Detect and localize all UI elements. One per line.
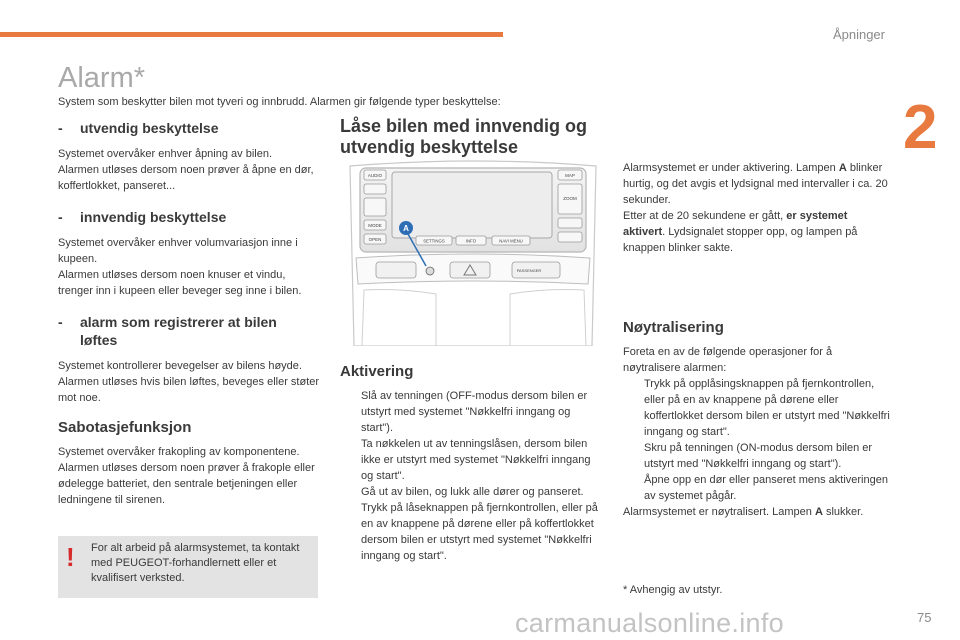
list-item: Ta nøkkelen ut av tenningslåsen, dersom bilen ikke er utstyrt med systemet "Nøkkelfri inngang og start". (361, 438, 591, 482)
heading-interior: - innvendig beskyttelse (58, 209, 227, 225)
column-status (623, 160, 891, 270)
page-number: 75 (917, 610, 932, 625)
footnote: * Avhengig av utstyr. (623, 584, 723, 596)
activation-list (340, 388, 605, 564)
zoom-label: ZOOM (563, 196, 577, 201)
passenger-label: PASSENGER (516, 268, 542, 273)
settings-label: SETTINGS (423, 238, 445, 244)
lift-text: Systemet kontrollerer bevegelser av bilens høyde. Alarmen utløses hvis bilen løftes, beveges eller støter mot noe. (58, 360, 320, 404)
callout-badge-label: A (403, 224, 409, 233)
section-name: Åpninger (832, 27, 885, 42)
heading-locking: Låse bilen med innvendig og utvendig beskyttelse (340, 116, 588, 157)
intro-text: System som beskytter bilen mot tyveri og innbrudd. Alarmen gir følgende typer beskyttelse: (58, 96, 501, 108)
mode-label: MODE (368, 223, 382, 228)
list-item: Gå ut av bilen, og lukk alle dører og panseret. (361, 486, 584, 498)
neutralisation-section (623, 312, 891, 520)
alarm-button (426, 267, 434, 275)
heading-activation: Aktivering (340, 363, 414, 380)
activation-section (340, 356, 605, 564)
list-item: Trykk på låseknappen på fjernkontrollen, eller på en av knappene på dørene eller på koffertlokket dersom bilen er utstyrt med systemet "Nøkkelfri inngang og start". (361, 502, 598, 562)
sabotage-text: Systemet overvåker frakopling av komponentene. Alarmen utløses dersom noen prøver å frakople eller ødelegge batteriet, den sentrale betjeningen eller ledningene til sirenen. (58, 446, 315, 506)
warning-box (58, 536, 318, 598)
chapter-number: 2 (903, 93, 938, 162)
column-protection-types (58, 116, 323, 522)
neutralisation-end-text: Alarmsystemet er nøytralisert. Lampen A slukker. (623, 506, 864, 518)
exterior-text: Systemet overvåker enhver åpning av bilen. Alarmen utløses dersom noen prøver å åpne en dør, koffertlokket, panseret... (58, 148, 314, 192)
list-item: Slå av tenningen (OFF-modus dersom bilen er utstyrt med systemet "Nøkkelfri inngang og start"). (361, 390, 588, 434)
activation-status-text: Alarmsystemet er under aktivering. Lampen A blinker hurtig, og det avgis et lydsignal med intervaller i ca. 20 sekunder. Etter at de 20 sekundene er gått, er systemet aktivert. Lydsignalet stopper opp, og lampen på knappen blinker sakte. (623, 162, 888, 254)
heading-sabotage: Sabotasjefunksjon (58, 419, 192, 436)
page-title: Alarm* (58, 62, 146, 94)
audio-label: AUDIO (367, 173, 383, 178)
watermark: carmanualsonline.info (515, 608, 784, 638)
header-accent-bar (0, 32, 503, 37)
heading-neutralisation: Nøytralisering (623, 319, 724, 336)
navi-menu-label: NAVI MENU (499, 238, 523, 244)
list-item: Skru på tenningen (ON-modus dersom bilen er utstyrt med "Nøkkelfri inngang og start"). (644, 442, 873, 470)
dashboard-console-illustration (340, 160, 606, 346)
heading-exterior: - utvendig beskyttelse (58, 120, 219, 136)
interior-text: Systemet overvåker enhver volumvariasjon inne i kupeen. Alarmen utløses dersom noen knuser et vindu, trenger inn i kupeen eller beveger seg inne i bilen. (58, 237, 302, 297)
neutralisation-list (623, 376, 891, 504)
neutralisation-intro: Foreta en av de følgende operasjoner for å nøytralisere alarmen: (623, 346, 833, 374)
warning-icon: ! (66, 542, 75, 572)
map-label: MAP (565, 173, 575, 178)
warning-text: For alt arbeid på alarmsystemet, ta kontakt med PEUGEOT-forhandlernett eller et kvalifisert verksted. (91, 542, 300, 584)
info-label: INFO (465, 238, 477, 244)
list-item: Åpne opp en dør eller panseret mens aktiveringen av systemet pågår. (644, 474, 888, 502)
open-label: OPEN (368, 237, 382, 242)
heading-lift: - alarm som registrerer at bilen løftes (58, 314, 277, 348)
list-item: Trykk på opplåsingsknappen på fjernkontrollen, eller på en av knappene på dørene eller koffertlokket dersom bilen er utstyrt med "Nøkkelfri inngang og start". (644, 378, 890, 438)
